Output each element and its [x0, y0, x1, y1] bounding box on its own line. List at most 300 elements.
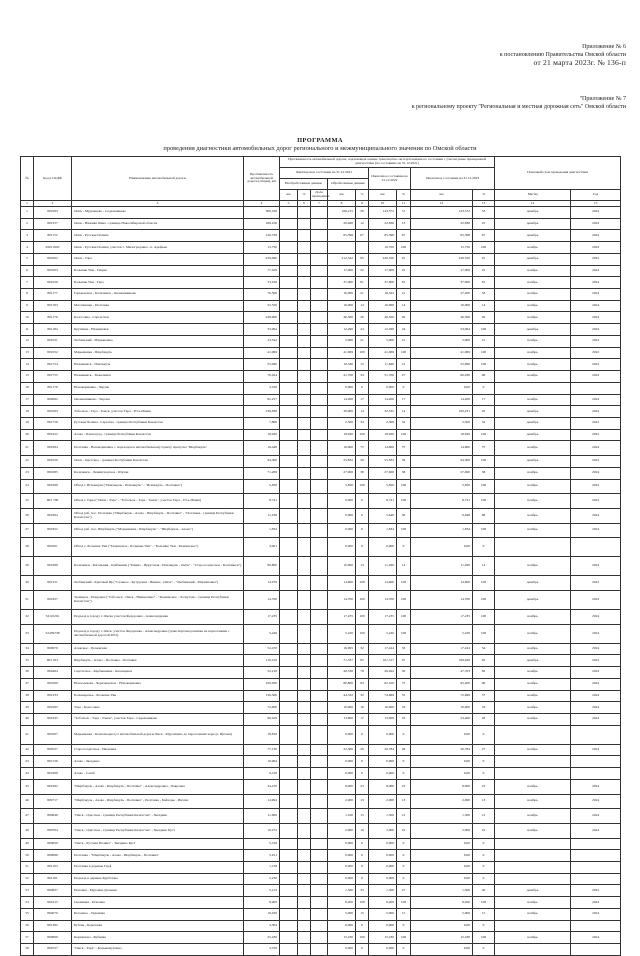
raw-km [280, 479, 298, 494]
pct-2021: 17 [356, 394, 369, 406]
column-number: 11 [397, 201, 411, 207]
road-length: 14,994 [244, 794, 280, 809]
km-2023: 0,00 [411, 873, 473, 885]
column-number: 9 [356, 201, 369, 207]
plan-year [571, 920, 621, 932]
plan-month: декабрь [495, 324, 571, 336]
pct-2022: 100 [397, 609, 411, 624]
pct-2022: 67 [397, 230, 411, 242]
row-number: 2 [21, 218, 34, 230]
road-code: 801233 [34, 690, 72, 702]
km-2022: 10,700 [369, 242, 397, 254]
table-row [21, 643, 621, 655]
road-length: 106,950 [244, 678, 280, 690]
table-row [21, 690, 621, 702]
raw-pct [298, 207, 311, 219]
road-name: Омск - Тара [72, 253, 244, 265]
pct-2022: 0 [397, 850, 411, 862]
plan-month: декабрь [495, 417, 571, 429]
road-name: "Омск - Тара" - Большемурзино [72, 944, 244, 956]
row-number: 7 [21, 277, 34, 289]
plan-year: 2022 [571, 371, 621, 383]
pct-2022: 13 [397, 218, 411, 230]
pct-2021: 12 [356, 218, 369, 230]
km-2022: 5,648 [369, 508, 397, 523]
pct-2022: 28 [397, 744, 411, 756]
pct-2023: 0 [473, 725, 495, 744]
col-code: Код в СКДФ [34, 157, 72, 201]
pct-2023: 100 [473, 347, 495, 359]
plan-year: 2024 [571, 643, 621, 655]
raw-pct [298, 479, 311, 494]
road-name: Полтавка - "Шербакуль - Азово - Шербакуль - Полтавка" [72, 850, 244, 862]
column-number: 10 [369, 201, 397, 207]
pct-2021: 29 [356, 744, 369, 756]
road-name: Русская Поляна - Саргатка - граница Республики Казахстан [72, 417, 244, 429]
plan-month: декабрь [495, 456, 571, 468]
pct-2023: 53 [473, 207, 495, 219]
km-2022: 0,000 [369, 862, 397, 874]
plan-year: 2022 [571, 590, 621, 609]
plan-month: ноябрь [495, 277, 571, 289]
row-number: 22 [21, 456, 34, 468]
unit-pct: % [356, 190, 369, 201]
plan-month: ноябрь [495, 897, 571, 909]
raw-km [280, 768, 298, 780]
row-number: 12 [21, 335, 34, 347]
row-number: 56 [21, 920, 34, 932]
raw-km [280, 624, 298, 643]
km-2021: 49,536 [328, 667, 356, 679]
pct-2021 [356, 242, 369, 254]
col-2022: Оценочное состояние на 31.12.2022 [369, 168, 411, 190]
km-2021: 0,000 [328, 920, 356, 932]
pct-2021: 0 [356, 768, 369, 780]
raw-share [311, 335, 328, 347]
raw-pct [298, 230, 311, 242]
raw-share [311, 655, 328, 667]
road-code: 801181 [34, 873, 72, 885]
road-length: 18,920 [244, 429, 280, 441]
plan-year [571, 873, 621, 885]
column-number: 14 [495, 201, 571, 207]
plan-year: 2022 [571, 230, 621, 242]
pct-2021: 15 [356, 908, 369, 920]
km-2023: 5,850 [411, 479, 473, 494]
plan-month [495, 873, 571, 885]
road-name: Саргатское - Карбышевка - Казанцевск [72, 667, 244, 679]
raw-share [311, 277, 328, 289]
raw-pct [298, 862, 311, 874]
row-number: 1 [21, 207, 34, 219]
road-name: "Омск - Русская Поляна" - Звездино Куст [72, 838, 244, 850]
pct-2022: 16 [397, 702, 411, 714]
row-number: 27 [21, 523, 34, 538]
km-2022: 2,000 [369, 794, 397, 809]
pct-2022: 14 [397, 300, 411, 312]
road-name: Омск - Одесское - граница Республики Казахстан [72, 456, 244, 468]
raw-km [280, 300, 298, 312]
row-number: 42 [21, 744, 34, 756]
road-code: 801095 [34, 702, 72, 714]
pct-2023: 0 [473, 538, 495, 557]
plan-month [495, 850, 571, 862]
plan-month: ноябрь [495, 702, 571, 714]
raw-pct [298, 417, 311, 429]
road-code: 800696 [34, 850, 72, 862]
plan-month: ноябрь [495, 779, 571, 794]
raw-share [311, 667, 328, 679]
raw-share [311, 456, 328, 468]
km-2021: 212,342 [328, 253, 356, 265]
raw-km [280, 823, 298, 838]
raw-share [311, 809, 328, 824]
pct-2023: 0 [473, 756, 495, 768]
pct-2023: 25 [473, 218, 495, 230]
road-length: 5,220 [244, 624, 280, 643]
raw-share [311, 359, 328, 371]
raw-pct [298, 429, 311, 441]
raw-pct [298, 609, 311, 624]
road-length: 41,069 [244, 347, 280, 359]
unit-month: Месяц [495, 190, 571, 201]
plan-month: ноябрь [495, 508, 571, 523]
table-row [21, 429, 621, 441]
road-code: 801152 [34, 230, 72, 242]
raw-share [311, 838, 328, 850]
km-2023: 95,200 [411, 678, 473, 690]
km-2021 [328, 242, 356, 254]
document-subtitle: проведения диагностики автомобильных дорог регионального и межмуниципального значения по Омской области [163, 145, 477, 152]
road-code: 801050 [34, 456, 72, 468]
plan-year: 2024 [571, 265, 621, 277]
km-2021: 8,000 [328, 779, 356, 794]
raw-km [280, 406, 298, 418]
table-row [21, 809, 621, 824]
project-appendix-number: "Приложение № 7 [579, 96, 626, 102]
km-2021: 5,850 [328, 479, 356, 494]
raw-pct [298, 371, 311, 383]
road-length: 1,834 [244, 523, 280, 538]
pct-2021: 84 [356, 678, 369, 690]
raw-pct [298, 456, 311, 468]
raw-pct [298, 324, 311, 336]
km-2023: 0,00 [411, 920, 473, 932]
pct-2023: 90 [473, 371, 495, 383]
program-table-body [21, 207, 621, 956]
plan-year: 2024 [571, 702, 621, 714]
raw-km [280, 494, 298, 509]
road-code: 801635 [34, 713, 72, 725]
table-row [21, 441, 621, 456]
km-2023: 9,648 [411, 508, 473, 523]
plan-month: ноябрь [495, 494, 571, 509]
pct-2023: 28 [473, 713, 495, 725]
km-2021: 2,500 [328, 417, 356, 429]
raw-share [311, 609, 328, 624]
road-code: 800527 [34, 744, 72, 756]
plan-month: ноябрь [495, 312, 571, 324]
road-name: "Омск - Одесское - граница Республики Казахстан" - Звездино Куст [72, 823, 244, 838]
table-row [21, 242, 621, 254]
pct-2022: 97 [397, 655, 411, 667]
road-code: 801763 [34, 300, 72, 312]
km-2023: 2,000 [411, 823, 473, 838]
plan-year: 2022 [571, 207, 621, 219]
raw-share [311, 744, 328, 756]
plan-month: декабрь [495, 253, 571, 265]
pct-2023: 100 [473, 897, 495, 909]
km-2021: 0,000 [328, 538, 356, 557]
road-length: 10,004 [244, 756, 280, 768]
km-2021: 86,800 [328, 678, 356, 690]
road-name: Тара - Колосовка [72, 702, 244, 714]
km-2022: 0,000 [369, 382, 397, 394]
road-code: 801003 [34, 265, 72, 277]
pct-2021: 15 [356, 809, 369, 824]
raw-pct [298, 347, 311, 359]
pct-2022: 0 [397, 920, 411, 932]
raw-pct [298, 768, 311, 780]
road-name: Обход г. Исилькуля ("Исилькуль - Исилькуль" - "Исилькуль - Полтавка") [72, 479, 244, 494]
road-code: 801726 [34, 756, 72, 768]
table-row [21, 794, 621, 809]
road-name: Калачинск - Ленинградское - Шулаи [72, 467, 244, 479]
table-row [21, 862, 621, 874]
road-name: Подъезд к деревне Курбатово [72, 873, 244, 885]
km-2022: 0,000 [369, 838, 397, 850]
km-2022: 5,220 [369, 624, 397, 643]
raw-pct [298, 508, 311, 523]
km-2021: 13,800 [328, 713, 356, 725]
row-number: 30 [21, 576, 34, 591]
road-length: 70,024 [244, 371, 280, 383]
plan-year: 2022 [571, 253, 621, 265]
road-name: Бутень - Березовка [72, 920, 244, 932]
road-length: 3,304 [244, 920, 280, 932]
km-2022: 5,000 [369, 908, 397, 920]
plan-year: 2022 [571, 885, 621, 897]
plan-month: ноябрь [495, 359, 571, 371]
row-number: 36 [21, 667, 34, 679]
km-2022: 14,200 [369, 394, 397, 406]
plan-year: 2024 [571, 557, 621, 576]
raw-pct [298, 253, 311, 265]
raw-km [280, 920, 298, 932]
road-length: 10,272 [244, 823, 280, 838]
pct-2021: 100 [356, 429, 369, 441]
road-name: Омск - Русская Поляна, участок с. Милоградовка - п. Арефьев [72, 242, 244, 254]
road-name: Крутинка - Называевск [72, 324, 244, 336]
raw-km [280, 590, 298, 609]
km-2022: 1,834 [369, 523, 397, 538]
plan-month: ноябрь [495, 713, 571, 725]
raw-share [311, 576, 328, 591]
table-row [21, 479, 621, 494]
km-2023: 0,00 [411, 850, 473, 862]
pct-2021: 0 [356, 944, 369, 956]
unit-pct: % [298, 190, 311, 201]
plan-month: ноябрь [495, 624, 571, 643]
raw-pct [298, 713, 311, 725]
km-2023: 17,235 [411, 609, 473, 624]
km-2023: 15,180 [411, 932, 473, 944]
row-number: 11 [21, 324, 34, 336]
pct-2023: 21 [473, 335, 495, 347]
pct-2022: 34 [397, 417, 411, 429]
plan-month: ноябрь [495, 394, 571, 406]
raw-km [280, 359, 298, 371]
table-row [21, 207, 621, 219]
km-2022: 55,832 [369, 456, 397, 468]
pct-2022: 27 [397, 885, 411, 897]
pct-2021: 0 [356, 523, 369, 538]
road-length: 15,750 [244, 242, 280, 254]
row-number: 51 [21, 862, 34, 874]
road-length: 300,100 [244, 207, 280, 219]
table-row [21, 406, 621, 418]
km-2023: 8,741 [411, 494, 473, 509]
pct-2022: 100 [397, 590, 411, 609]
road-name: "Омск - Одесское - граница Республики Казахстан" - Звездино [72, 809, 244, 824]
road-length: 228,000 [244, 312, 280, 324]
row-number: 40 [21, 713, 34, 725]
road-length: 3,100 [244, 382, 280, 394]
pct-2022: 81 [397, 277, 411, 289]
km-2022: 0,000 [369, 725, 397, 744]
km-2021: 12,290 [328, 324, 356, 336]
row-number: 33 [21, 624, 34, 643]
road-code: 800764 [34, 823, 72, 838]
road-code: 804092 [34, 394, 72, 406]
km-2023: 22,836 [411, 218, 473, 230]
raw-pct [298, 897, 311, 909]
raw-km [280, 371, 298, 383]
pct-2022: 100 [397, 932, 411, 944]
road-code: 801193 [34, 862, 72, 874]
raw-share [311, 429, 328, 441]
pct-2022: 12 [397, 359, 411, 371]
pct-2022: 21 [397, 289, 411, 301]
raw-km [280, 885, 298, 897]
plan-month: ноябрь [495, 479, 571, 494]
pct-2023: 14 [473, 300, 495, 312]
road-name: Подъезд к городу г. Омск, участок Федоровка - Александровка (транспортная развязка на пересечении с автомобильной дорогой М51) [72, 624, 244, 643]
column-number: 12 [411, 201, 473, 207]
road-code: 801754 [34, 359, 72, 371]
plan-year [571, 382, 621, 394]
road-length: 11,900 [244, 809, 280, 824]
row-number: 58 [21, 944, 34, 956]
raw-pct [298, 809, 311, 824]
km-2022: 8,741 [369, 494, 397, 509]
col-plan: Плановый срок проведения диагностики [495, 157, 621, 190]
table-row [21, 347, 621, 359]
pct-2022: 50 [397, 667, 411, 679]
pct-2021: 34 [356, 371, 369, 383]
km-2021: 0,000 [328, 508, 356, 523]
raw-km [280, 908, 298, 920]
km-2022: 27,000 [369, 467, 397, 479]
raw-km [280, 944, 298, 956]
row-number: 29 [21, 557, 34, 576]
km-2022: 1,500 [369, 885, 397, 897]
table-row [21, 230, 621, 242]
road-length: 18,810 [244, 725, 280, 744]
pct-2023: 0 [473, 838, 495, 850]
raw-pct [298, 467, 311, 479]
row-number: 48 [21, 823, 34, 838]
km-2022: 17,000 [369, 265, 397, 277]
km-2021: 16,000 [328, 300, 356, 312]
pct-2021: 0 [356, 508, 369, 523]
pct-2021: 33 [356, 885, 369, 897]
table-row [21, 335, 621, 347]
pct-2021: 0 [356, 756, 369, 768]
raw-km [280, 312, 298, 324]
road-name: Большие Уки - Тара [72, 277, 244, 289]
raw-pct [298, 289, 311, 301]
road-name: "Тобольск - Тара - Томск", участок Тара - Седельниково [72, 713, 244, 725]
column-number: 4 [244, 201, 280, 207]
km-2023: 5,220 [411, 624, 473, 643]
km-2021: 0,000 [328, 850, 356, 862]
km-2021: 0,000 [328, 382, 356, 394]
table-row [21, 944, 621, 956]
pct-2021: 13 [356, 557, 369, 576]
col-2021: Фактическое состояние на 31.12.2021 [280, 168, 369, 179]
pct-2021: 0 [356, 494, 369, 509]
raw-share [311, 713, 328, 725]
road-name: Марьяновка - Конезаводка (от автомобильной дороги Омск - Муромцево до пересечения через р. Иртыш) [72, 725, 244, 744]
pct-2022: 17 [397, 394, 411, 406]
plan-month: ноябрь [495, 823, 571, 838]
road-code: 801170 [34, 382, 72, 394]
plan-year: 2024 [571, 932, 621, 944]
row-number: 39 [21, 702, 34, 714]
km-2022: 0,000 [369, 944, 397, 956]
km-2022: 2,500 [369, 417, 397, 429]
row-number: 4 [21, 242, 34, 254]
raw-share [311, 382, 328, 394]
km-2021: 0,000 [328, 494, 356, 509]
pct-2022: 100 [397, 242, 411, 254]
km-2022: 14,600 [369, 576, 397, 591]
plan-month: ноябрь [495, 908, 571, 920]
table-row [21, 359, 621, 371]
pct-2023: 100 [473, 429, 495, 441]
road-name: Обход г. Тары ("Омск - Тара" - "Тобольск - Тара - Томск", участок Тара - Усть-Ишим) [72, 494, 244, 509]
row-number: 6 [21, 265, 34, 277]
raw-km [280, 441, 298, 456]
km-2023: 17,424 [411, 643, 473, 655]
plan-year: 2024 [571, 441, 621, 456]
road-name: Оконешниково - Черлак [72, 394, 244, 406]
unit-year: Год [571, 190, 621, 201]
plan-month: ноябрь [495, 335, 571, 347]
raw-share [311, 467, 328, 479]
road-code: 801170 [34, 312, 72, 324]
road-name: Омск - Муромцево - Седельниково [72, 207, 244, 219]
raw-share [311, 289, 328, 301]
pct-2023: 100 [473, 479, 495, 494]
plan-year: 2024 [571, 823, 621, 838]
road-code: 801864 [34, 508, 72, 523]
road-name: Обход с. Большие Уки ("Тевризское - Большие Уки" - "Большие Уки - Знаменское") [72, 538, 244, 557]
road-length: 17,235 [244, 609, 280, 624]
road-name: Любинский - Красный Яр ("Сальное - Кутурская - Иванка - Омск" - "Любинский - Марьяновка") [72, 576, 244, 591]
table-row [21, 467, 621, 479]
